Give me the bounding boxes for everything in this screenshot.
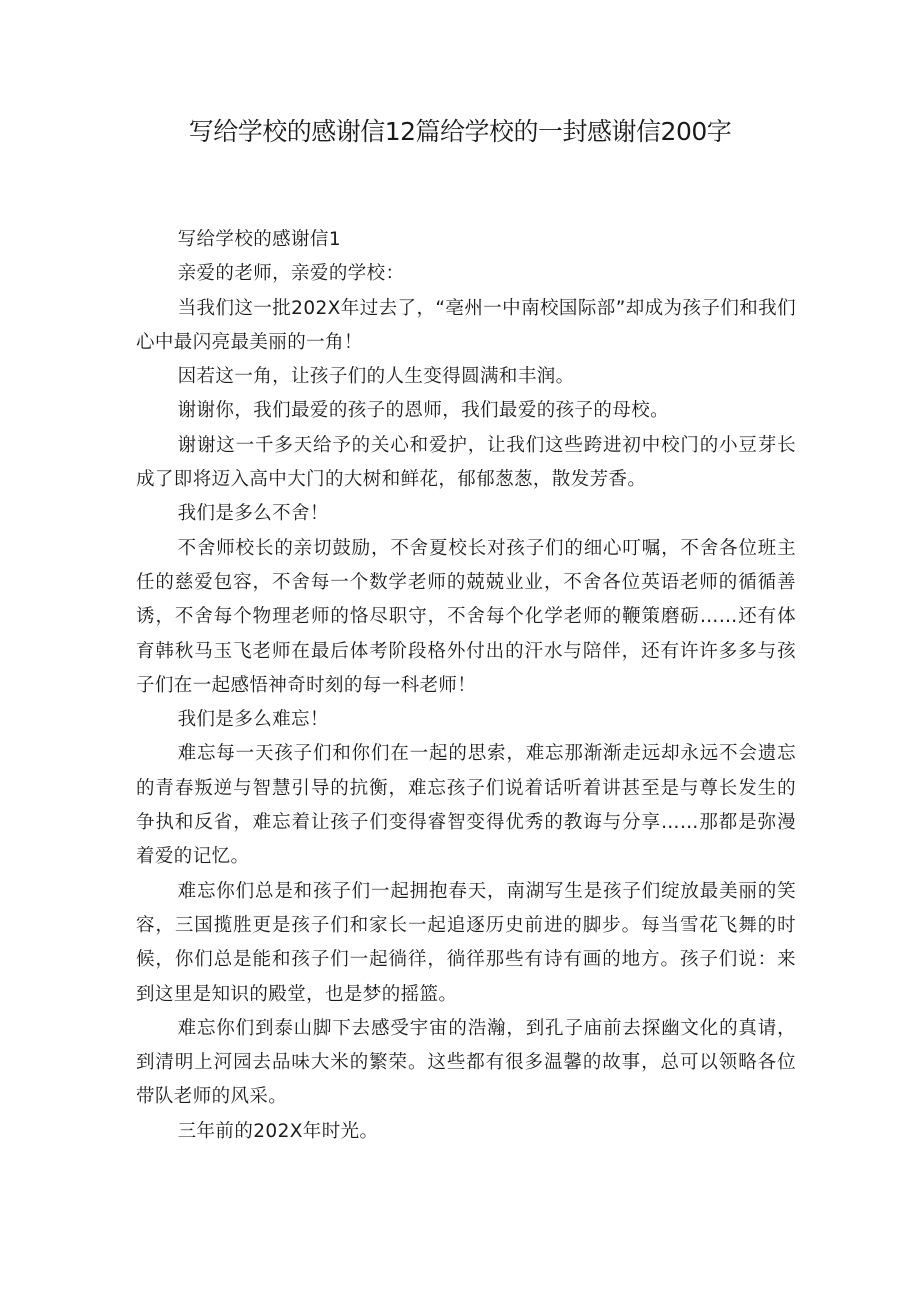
paragraph: 谢谢这一千多天给予的关心和爱护，让我们这些跨进初中校门的小豆芽长成了即将迈入高中大门的大树和鲜花，郁郁葱葱，散发芳香。	[136, 434, 796, 491]
paragraph: 难忘你们总是和孩子们一起拥抱春天，南湖写生是孩子们绽放最美丽的笑容，三国揽胜更是孩子们和家长一起追逐历史前进的脚步。每当雪花飞舞的时候，你们总是能和孩子们一起徜徉，徜徉那些有诗有画的地方。孩子们说：来到这里是知识的殿堂，也是梦的摇篮。	[136, 880, 796, 1005]
paragraph: 难忘每一天孩子们和你们在一起的思索，难忘那渐渐走远却永远不会遗忘的青春叛逆与智慧引导的抗衡，难忘孩子们说着话听着讲甚至是与尊长发生的争执和反省，难忘着让孩子们变得睿智变得优秀的教诲与分享……那都是弥漫着爱的记忆。	[136, 743, 796, 868]
paragraph: 我们是多么难忘！	[177, 709, 329, 731]
paragraph-salutation: 亲爱的老师，亲爱的学校：	[177, 263, 405, 285]
paragraph-letter-heading: 写给学校的感谢信1	[177, 229, 341, 250]
document-body	[136, 223, 796, 1149]
paragraph: 我们是多么不舍！	[177, 503, 329, 525]
paragraph: 难忘你们到泰山脚下去感受宇宙的浩瀚，到孔子庙前去探幽文化的真请，到清明上河园去品味大米的繁荣。这些都有很多温馨的故事，总可以领略各位带队老师的风采。	[136, 1017, 796, 1108]
paragraph: 三年前的202X年时光。	[177, 1120, 379, 1142]
paragraph: 因若这一角，让孩子们的人生变得圆满和丰润。	[177, 366, 575, 388]
document-title: 写给学校的感谢信12篇给学校的一封感谢信200字	[188, 117, 732, 146]
paragraph: 谢谢你，我们最爱的孩子的恩师，我们最爱的孩子的母校。	[177, 400, 670, 422]
paragraph: 当我们这一批202X年过去了，“亳州一中南校国际部”却成为孩子们和我们心中最闪亮最美丽的一角！	[136, 297, 796, 353]
paragraph: 不舍师校长的亲切鼓励，不舍夏校长对孩子们的细心叮嘱，不舍各位班主任的慈爱包容，不舍每一个数学老师的兢兢业业，不舍各位英语老师的循循善诱，不舍每个物理老师的恪尽职守，不舍每个化学老师的鞭策磨砺……还有体育韩秋马玉飞老师在最后体考阶段格外付出的汗水与陪伴，还有许许多多与孩子们在一起感悟神奇时刻的每一科老师！	[136, 537, 796, 696]
